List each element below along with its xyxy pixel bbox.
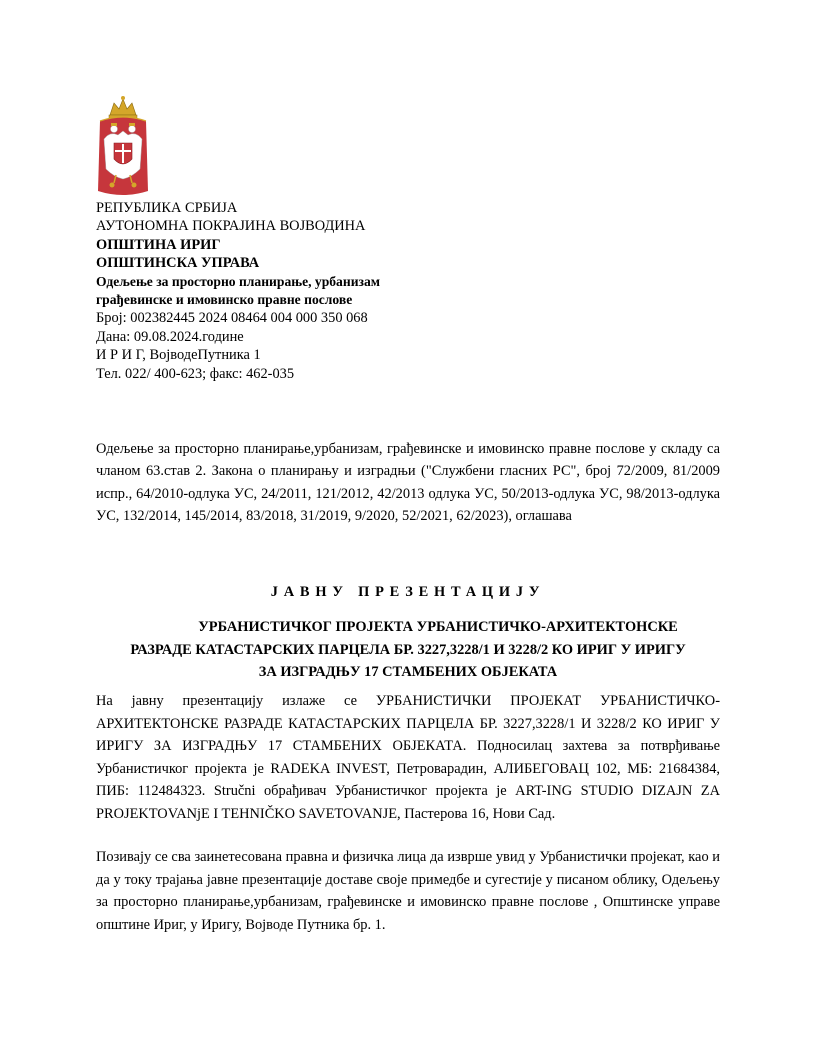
header-department-line1: Одељење за просторно планирање, урбанизам	[96, 273, 381, 289]
header-municipality: ОПШТИНА ИРИГ	[96, 236, 221, 253]
invitation-paragraph: Позивају се сва заинетесована правна и физичка лица да изврше увид у Урбанистички пројекат, као и да у току трајања јавне презентације доставе своје примедбе и сугестије у писаном облику, Одељењу за просторно планирање,урбанизам, грађевинске и имовинско правне послове , Општинске управе општине Ириг, у Иригу, Војводе Путника бр. 1.	[96, 849, 720, 933]
subtitle-line1: УРБАНИСТИЧКОГ ПРОЈЕКТА УРБАНИСТИЧКО-АРХИТЕКТОНСКЕ	[198, 619, 678, 635]
header-country: РЕПУБЛИКА СРБИЈА	[96, 200, 238, 216]
header-province: АУТОНОМНА ПОКРАЈИНА ВОЈВОДИНА	[96, 218, 366, 235]
document-subtitle	[96, 616, 720, 684]
intro-paragraph: Одељење за просторно планирање,урбанизам, грађевинске и имовинско правне послове у складу са чланом 63.став 2. Закона о планирању и изградњи ("Службени гласних РС", број 72/2009, 81/2009 испр., 64/2010-одлука УС, 24/2011, 121/2012, 42/2013 одлука УС, 50/2013-одлука УС, 98/2013-одлука УС, 132/2014, 145/2014, 83/2018, 31/2019, 9/2020, 52/2021, 62/2023), оглашава	[96, 441, 720, 524]
coat-of-arms-icon	[96, 95, 150, 197]
header-administration: ОПШТИНСКА УПРАВА	[96, 255, 260, 272]
header-date: Дана: 09.08.2024.године	[96, 328, 244, 345]
subtitle-line3: ЗА ИЗГРАДЊУ 17 СТАМБЕНИХ ОБЈЕКАТА	[258, 664, 558, 680]
presentation-paragraph: На јавну презентацију излаже се УРБАНИСТИЧКИ ПРОЈЕКАТ УРБАНИСТИЧКО-АРХИТЕКТОНСКЕ РАЗРАДЕ КАТАСТАРСКИХ ПАРЦЕЛА БР. 3227,3228/1 И 3228/2 КО ИРИГ У ИРИГУ ЗА ИЗГРАДЊУ 17 СТАМБЕНИХ ОБЈЕКАТА. Подносилац захтева за потврђивање Урбанистичког пројекта је RADEKA INVEST, Петроварадин, АЛИБЕГОВАЦ 102, МБ: 21684384, ПИБ: 112484323. Stručni обрађивач Урбанистичког пројекта је ART-ING STUDIO DIZAJN ZA PROJEKTOVANjE I TEHNIČKO SAVETOVANJE, Пастерова 16, Нови Сад.	[96, 693, 720, 822]
document-heading: ЈАВНУ ПРЕЗЕНТАЦИЈУ	[270, 584, 546, 600]
header-department-line2: грађевинске и имовинско правне послове	[96, 292, 353, 308]
issuer-header	[96, 199, 696, 383]
header-phone: Тел. 022/ 400-623; факс: 462-035	[96, 365, 295, 382]
subtitle-line2: РАЗРАДЕ КАТАСТАРСКИХ ПАРЦЕЛА БР. 3227,3228/1 И 3228/2 КО ИРИГ У ИРИГУ	[130, 641, 686, 658]
header-number: Број: 002382445 2024 08464 004 000 350 068	[96, 310, 368, 327]
header-address: И Р И Г, ВојводеПутника 1	[96, 347, 261, 364]
